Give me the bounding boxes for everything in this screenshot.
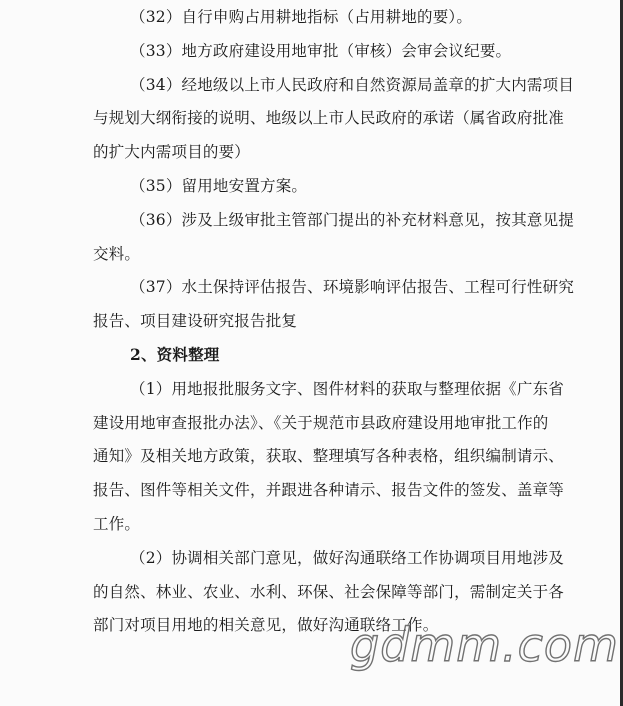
section-heading: 2、资料整理 [130, 345, 220, 364]
site-watermark: gdmm.com [350, 618, 619, 672]
para-1-line-1: （1）用地报批服务文字、图件材料的获取与整理依据《广东省 [130, 380, 564, 398]
item-36-line-2: 交料。 [93, 245, 141, 263]
para-1-line-3: 通知》及相关地方政策，获取、整理填写各种表格，组织编制请示、 [93, 447, 565, 465]
para-2-line-3: 部门对项目用地的相关意见，做好沟通联络工作。 [93, 616, 439, 634]
para-2-line-1: （2）协调相关部门意见，做好沟通联络工作协调项目用地涉及 [130, 549, 564, 567]
item-32: （32）自行申购占用耕地指标（占用耕地的要）。 [130, 8, 473, 26]
item-34-line-2: 与规划大纲衔接的说明、地级以上市人民政府的承诺（属省政府批准 [93, 109, 565, 127]
para-1-line-2: 建设用地审查报批办法》、《关于规范市县政府建设用地审批工作的 [93, 414, 549, 432]
item-37-line-2: 报告、项目建设研究报告批复 [93, 312, 298, 330]
item-34-line-1: （34）经地级以上市人民政府和自然资源局盖章的扩大内需项目 [130, 76, 575, 94]
item-35: （35）留用地安置方案。 [130, 177, 308, 195]
item-36-line-1: （36）涉及上级审批主管部门提出的补充材料意见，按其意见提 [130, 211, 575, 229]
item-34-line-3: 的扩大内需项目的要） [93, 143, 251, 161]
para-1-line-4: 报告、图件等相关文件，并跟进各种请示、报告文件的签发、盖章等 [93, 481, 565, 499]
item-33: （33）地方政府建设用地审批（审核）会审会议纪要。 [130, 42, 512, 60]
para-2-line-2: 的自然、林业、农业、水利、环保、社会保障等部门，需制定关于各 [93, 583, 565, 601]
para-1-line-5: 工作。 [93, 515, 141, 533]
item-37-line-1: （37）水土保持评估报告、环境影响评估报告、工程可行性研究 [130, 278, 575, 296]
